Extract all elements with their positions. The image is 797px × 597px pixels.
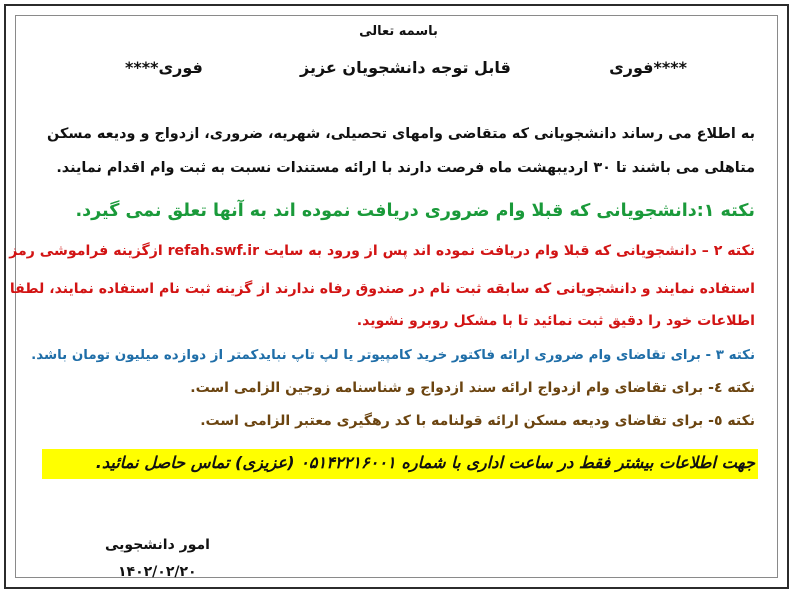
intro-line-1: به اطلاع می رساند دانشجویانی که متقاضی وامهای تحصیلی، شهریه، ضروری، ازدواج و ودیعه مسکن — [47, 126, 755, 142]
note-2-line-1: نکته ۲ – دانشجویانی که قبلا وام دریافت نموده اند پس از ورود به سایت refah.swf.ir ازگزینه فراموشی رمز — [9, 243, 755, 259]
basmala-heading: باسمه تعالی — [359, 24, 438, 39]
contact-text: جهت اطلاعات بیشتر فقط در ساعت اداری با شماره ۰۵۱۴۲۲۱۶۰۰۱ (عزیزی) تماس حاصل نمائید. — [95, 453, 755, 472]
note-3: نکته ۳ - برای تقاضای وام ضروری ارائه فاکتور خرید کامپیوتر یا لپ تاپ نبایدکمتر از دوازده میلیون تومان باشد. — [31, 348, 755, 363]
announcement-header — [0, 58, 797, 84]
note-2-line-3: اطلاعات خود را دقیق ثبت نمائید تا با مشکل روبرو نشوید. — [356, 313, 755, 329]
note-1: نکته ۱:دانشجویانی که قبلا وام ضروری دریافت نموده اند به آنها تعلق نمی گیرد. — [75, 201, 755, 221]
signature-date: ۱۴۰۲/۰۲/۲۰ — [118, 564, 197, 580]
intro-line-2: متاهلی می باشند تا ۳۰ اردیبهشت ماه فرصت دارند با ارائه مستندات نسبت به ثبت وام اقدام نمایند. — [56, 160, 755, 176]
urgent-label-right: ****فوری — [609, 58, 687, 77]
contact-highlight — [42, 449, 758, 479]
header-title: قابل توجه دانشجویان عزیز — [300, 58, 511, 77]
signature-office: امور دانشجویی — [105, 537, 210, 553]
note-5: نکته ٥- برای تقاضای ودیعه مسکن ارائه قولنامه با کد رهگیری معتبر الزامی است. — [200, 413, 755, 429]
urgent-label-left: فوری**** — [125, 58, 203, 77]
note-4: نکته ٤- برای تقاضای وام ازدواج ارائه سند ازدواج و شناسنامه زوجین الزامی است. — [190, 380, 755, 396]
note-2-line-2: استفاده نمایند و دانشجویانی که سابقه ثبت نام در صندوق رفاه ندارند از گزینه ثبت نام استفاده نمایند، لطفا — [9, 281, 755, 297]
